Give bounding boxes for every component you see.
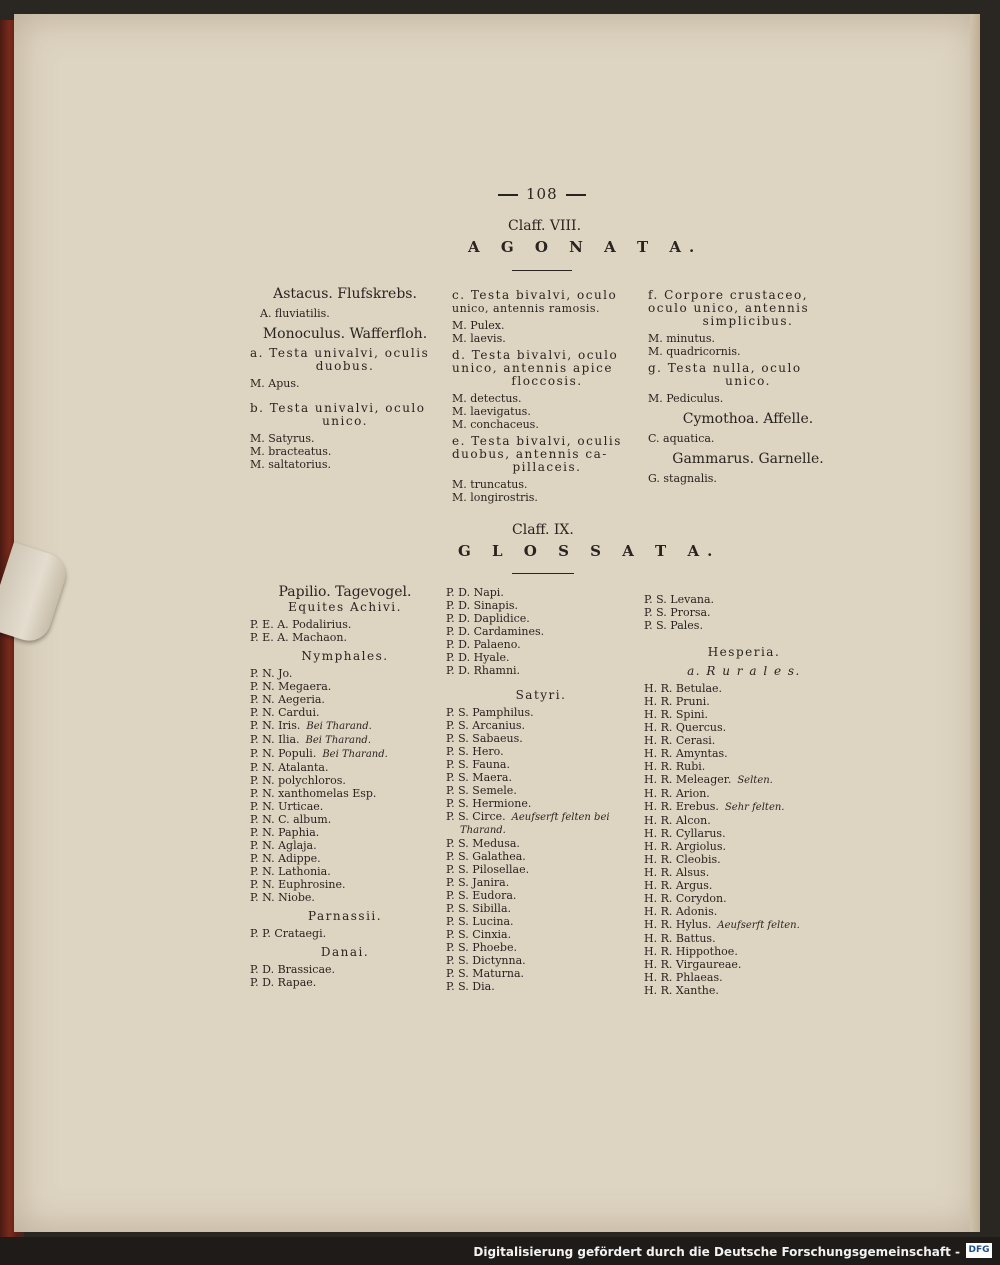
species: M. laevis. xyxy=(452,332,506,345)
species-name: P. N. Ilia. xyxy=(250,733,300,746)
species xyxy=(644,945,844,958)
species-name: H. R. Rubi. xyxy=(644,760,706,773)
species xyxy=(446,980,636,993)
species xyxy=(644,853,844,866)
species-note: Aeufserft felten bei xyxy=(511,812,610,823)
page-number-text: 108 xyxy=(526,185,558,203)
genus-gammarus: Gammarus. Garnelle. xyxy=(672,451,824,467)
class9-column-3 xyxy=(644,593,844,997)
species xyxy=(644,866,844,879)
species xyxy=(644,773,844,787)
group-satyri: Satyri. xyxy=(515,688,567,702)
species-name: H. R. Adonis. xyxy=(644,905,718,918)
species xyxy=(644,787,844,800)
species-name: P. S. Dia. xyxy=(446,980,495,993)
species xyxy=(644,958,844,971)
species-name: P. D. Napi. xyxy=(446,586,504,599)
species xyxy=(644,747,844,760)
species xyxy=(446,732,636,745)
genus-monoculus: Monoculus. Wafferfloh. xyxy=(262,326,428,342)
species-name: P. N. Populi. xyxy=(250,747,317,760)
dash-right xyxy=(566,194,586,196)
species: M. quadricornis. xyxy=(648,345,741,358)
nymphales-list xyxy=(250,667,440,904)
species-name: H. R. Virgaureae. xyxy=(644,958,742,971)
species xyxy=(250,761,440,774)
species-name: P. S. Lucina. xyxy=(446,915,514,928)
species xyxy=(250,891,440,904)
species xyxy=(644,682,844,695)
group-description-cont: duobus, antennis ca- xyxy=(452,447,608,461)
species-name: P. N. Adippe. xyxy=(250,852,321,865)
page-number xyxy=(490,185,594,203)
class9-rule xyxy=(512,573,574,574)
group-nymphales: Nymphales. xyxy=(301,649,389,663)
species-name: P. S. Galathea. xyxy=(446,850,526,863)
species: G. stagnalis. xyxy=(648,472,717,485)
species-name: P. S. Pales. xyxy=(644,619,703,632)
group-description: f. Corpore crustaceo, xyxy=(648,288,809,302)
species xyxy=(446,612,636,625)
species: M. detectus. xyxy=(452,392,522,405)
species xyxy=(644,905,844,918)
dash-left xyxy=(498,194,518,196)
species-name: P. N. Cardui. xyxy=(250,706,320,719)
group-hesperia: Hesperia. xyxy=(707,645,781,659)
species-name: P. N. Atalanta. xyxy=(250,761,329,774)
species-name: H. R. Xanthe. xyxy=(644,984,719,997)
species xyxy=(250,680,440,693)
species xyxy=(250,839,440,852)
species-name: P. S. Hero. xyxy=(446,745,504,758)
species xyxy=(446,638,636,651)
species xyxy=(446,941,636,954)
satyri-list xyxy=(446,706,636,824)
species-name: P. S. Arcanius. xyxy=(446,719,526,732)
species-name: P. N. Megaera. xyxy=(250,680,332,693)
species xyxy=(644,619,844,632)
danai-list xyxy=(446,586,636,677)
species xyxy=(446,664,636,677)
species xyxy=(446,625,636,638)
class8-title: A G O N A T A. xyxy=(468,238,703,256)
species xyxy=(446,599,636,612)
group-description: g. Testa nulla, oculo xyxy=(648,361,802,375)
species-name: H. R. Argus. xyxy=(644,879,713,892)
species xyxy=(644,971,844,984)
class8-rule xyxy=(512,270,572,271)
class9-column-2 xyxy=(446,586,636,993)
satyri-list-2 xyxy=(446,837,636,993)
species-name: P. S. Maera. xyxy=(446,771,512,784)
species: P. E. A. Machaon. xyxy=(250,631,347,644)
satyri-list-3 xyxy=(644,593,844,632)
species-name: P. S. Levana. xyxy=(644,593,715,606)
species xyxy=(250,719,440,733)
species xyxy=(644,760,844,773)
species-name: P. S. Fauna. xyxy=(446,758,510,771)
class8-column-1 xyxy=(250,288,440,471)
species-name: H. R. Phlaeas. xyxy=(644,971,723,984)
species-name: P. S. Pilosellae. xyxy=(446,863,530,876)
species: M. Pulex. xyxy=(452,319,505,332)
species-name: P. S. Hermione. xyxy=(446,797,532,810)
species-name: H. R. Battus. xyxy=(644,932,716,945)
species xyxy=(250,667,440,680)
species-name: H. R. Arion. xyxy=(644,787,710,800)
species xyxy=(250,693,440,706)
species xyxy=(446,586,636,599)
class8-name: Claff. VIII. xyxy=(508,218,582,234)
species xyxy=(644,984,844,997)
species-note: Aeufserft felten. xyxy=(717,920,800,931)
species-note: Sehr felten. xyxy=(724,802,785,813)
species-name: P. S. Maturna. xyxy=(446,967,525,980)
species-name: H. R. Argiolus. xyxy=(644,840,726,853)
species xyxy=(446,902,636,915)
footer-bar xyxy=(0,1237,1000,1265)
species-name: H. R. Quercus. xyxy=(644,721,727,734)
species-name: P. S. Dictynna. xyxy=(446,954,526,967)
species-note: Selten. xyxy=(737,775,773,786)
species xyxy=(644,734,844,747)
group-equites: Equites Achivi. xyxy=(288,600,402,614)
species-name: P. N. Jo. xyxy=(250,667,293,680)
species xyxy=(644,932,844,945)
species-name: P. S. Sabaeus. xyxy=(446,732,523,745)
species-note-cont: Tharand. xyxy=(460,825,506,836)
group-description-cont: unico. xyxy=(322,414,368,428)
class8-column-2 xyxy=(452,285,642,504)
species-name: P. N. Lathonia. xyxy=(250,865,331,878)
species xyxy=(250,852,440,865)
footer-text: Digitalisierung gefördert durch die Deutsche Forschungsgemeinschaft - xyxy=(473,1245,960,1259)
species: M. minutus. xyxy=(648,332,716,345)
group-description-cont: pillaceis. xyxy=(512,460,582,474)
species xyxy=(446,745,636,758)
genus-papilio: Papilio. Tagevogel. xyxy=(278,584,412,600)
species-name: P. N. polychloros. xyxy=(250,774,346,787)
group-description-cont: unico, antennis ramosis. xyxy=(452,302,601,315)
rurales-list xyxy=(644,682,844,997)
group-description-cont: simplicibus. xyxy=(702,314,794,328)
species xyxy=(644,606,844,619)
species xyxy=(644,840,844,853)
group-danai: Danai. xyxy=(320,945,370,959)
species xyxy=(250,733,440,747)
species xyxy=(446,758,636,771)
species-name: H. R. Alcon. xyxy=(644,814,711,827)
species: M. conchaceus. xyxy=(452,418,539,431)
species-name: P. D. Cardamines. xyxy=(446,625,545,638)
species-name: P. S. Prorsa. xyxy=(644,606,711,619)
species xyxy=(644,708,844,721)
species xyxy=(446,719,636,732)
species: A. fluviatilis. xyxy=(260,307,330,320)
species-name: P. S. Eudora. xyxy=(446,889,517,902)
class9-column-1 xyxy=(250,586,440,989)
species: M. truncatus. xyxy=(452,478,528,491)
group-description-cont: duobus. xyxy=(315,359,375,373)
species xyxy=(250,706,440,719)
species xyxy=(446,850,636,863)
species xyxy=(446,797,636,810)
species-name: P. S. Phoebe. xyxy=(446,941,517,954)
species-name: P. D. Daplidice. xyxy=(446,612,530,625)
group-description: a. Testa univalvi, oculis xyxy=(250,346,430,360)
species: M. laevigatus. xyxy=(452,405,531,418)
species xyxy=(250,747,440,761)
species-name: P. D. Sinapis. xyxy=(446,599,518,612)
species xyxy=(446,706,636,719)
species xyxy=(446,863,636,876)
species: P. P. Crataegi. xyxy=(250,927,327,940)
species-name: P. D. Palaeno. xyxy=(446,638,521,651)
group-description: d. Testa bivalvi, oculo xyxy=(452,348,619,362)
group-description-cont: unico, antennis apice xyxy=(452,361,613,375)
species: M. longirostris. xyxy=(452,491,538,504)
species xyxy=(446,651,636,664)
species xyxy=(446,837,636,850)
species-name: P. S. Pamphilus. xyxy=(446,706,534,719)
species xyxy=(644,593,844,606)
class9-name: Claff. IX. xyxy=(512,522,574,538)
species xyxy=(250,787,440,800)
species-name: H. R. Corydon. xyxy=(644,892,727,905)
species-name: H. R. Spini. xyxy=(644,708,709,721)
species: M. Satyrus. xyxy=(250,432,315,445)
species xyxy=(446,889,636,902)
species-name: P. N. Aegeria. xyxy=(250,693,325,706)
species-name: P. D. Hyale. xyxy=(446,651,510,664)
species-name: P. N. Euphrosine. xyxy=(250,878,346,891)
species-name: P. N. Aglaja. xyxy=(250,839,317,852)
species xyxy=(446,954,636,967)
genus-cymothoa: Cymothoa. Affelle. xyxy=(682,411,814,427)
species-name: H. R. Cleobis. xyxy=(644,853,721,866)
species-name: P. S. Semele. xyxy=(446,784,517,797)
species xyxy=(644,918,844,932)
species xyxy=(644,800,844,814)
species-note: Bei Tharand. xyxy=(322,749,388,760)
group-rurales: a. R u r a l e s. xyxy=(687,664,801,678)
species-note: Bei Tharand. xyxy=(306,721,372,732)
species-name: H. R. Cerasi. xyxy=(644,734,716,747)
species-name: P. N. Paphia. xyxy=(250,826,320,839)
species-name: H. R. Pruni. xyxy=(644,695,710,708)
species: M. Pediculus. xyxy=(648,392,724,405)
species-name: H. R. Meleager. xyxy=(644,773,732,786)
species-name: P. D. Rhamni. xyxy=(446,664,521,677)
species-name: H. R. Betulae. xyxy=(644,682,723,695)
species-name: P. N. C. album. xyxy=(250,813,332,826)
species-name: P. N. Niobe. xyxy=(250,891,315,904)
species xyxy=(250,826,440,839)
species-name: P. N. Iris. xyxy=(250,719,301,732)
species-name: P. S. Medusa. xyxy=(446,837,520,850)
species-name: H. R. Amyntas. xyxy=(644,747,728,760)
species: P. E. A. Podalirius. xyxy=(250,618,352,631)
group-description: c. Testa bivalvi, oculo xyxy=(452,288,618,302)
species-name: H. R. Cyllarus. xyxy=(644,827,726,840)
group-description-cont: floccosis. xyxy=(511,374,583,388)
species-name: H. R. Hippothoe. xyxy=(644,945,738,958)
species: M. saltatorius. xyxy=(250,458,332,471)
class9-title: G L O S S A T A. xyxy=(458,542,721,560)
species xyxy=(446,967,636,980)
species xyxy=(644,695,844,708)
species xyxy=(250,800,440,813)
species-name: P. N. Urticae. xyxy=(250,800,324,813)
group-description: b. Testa univalvi, oculo xyxy=(250,401,426,415)
group-parnassii: Parnassii. xyxy=(307,909,383,923)
genus-astacus: Astacus. Flufskrebs. xyxy=(273,286,417,302)
species-name: P. S. Cinxia. xyxy=(446,928,512,941)
species: M. bracteatus. xyxy=(250,445,332,458)
species-note: Bei Tharand. xyxy=(305,735,372,746)
species-name: P. S. Sibilla. xyxy=(446,902,512,915)
species xyxy=(446,876,636,889)
species xyxy=(644,814,844,827)
species xyxy=(446,915,636,928)
group-description-cont: unico. xyxy=(725,374,771,388)
species: P. D. Rapae. xyxy=(250,976,317,989)
species xyxy=(446,928,636,941)
species xyxy=(644,892,844,905)
group-description-cont: oculo unico, antennis xyxy=(648,301,810,315)
species xyxy=(446,810,636,824)
species xyxy=(446,784,636,797)
group-description: e. Testa bivalvi, oculis xyxy=(452,434,622,448)
page-edge xyxy=(970,14,980,1232)
species-name: P. S. Circe. xyxy=(446,810,506,823)
dfg-logo: DFG xyxy=(966,1243,992,1258)
species xyxy=(250,878,440,891)
species xyxy=(644,827,844,840)
species-name: H. R. Hylus. xyxy=(644,918,712,931)
class8-column-3 xyxy=(648,285,848,485)
species xyxy=(446,771,636,784)
species xyxy=(644,879,844,892)
species xyxy=(644,721,844,734)
species: P. D. Brassicae. xyxy=(250,963,336,976)
species xyxy=(250,865,440,878)
species-name: H. R. Alsus. xyxy=(644,866,710,879)
species-name: P. N. xanthomelas Esp. xyxy=(250,787,377,800)
species xyxy=(250,774,440,787)
species: M. Apus. xyxy=(250,377,300,390)
species-name: H. R. Erebus. xyxy=(644,800,719,813)
species xyxy=(250,813,440,826)
species-name: P. S. Janira. xyxy=(446,876,510,889)
species: C. aquatica. xyxy=(648,432,715,445)
